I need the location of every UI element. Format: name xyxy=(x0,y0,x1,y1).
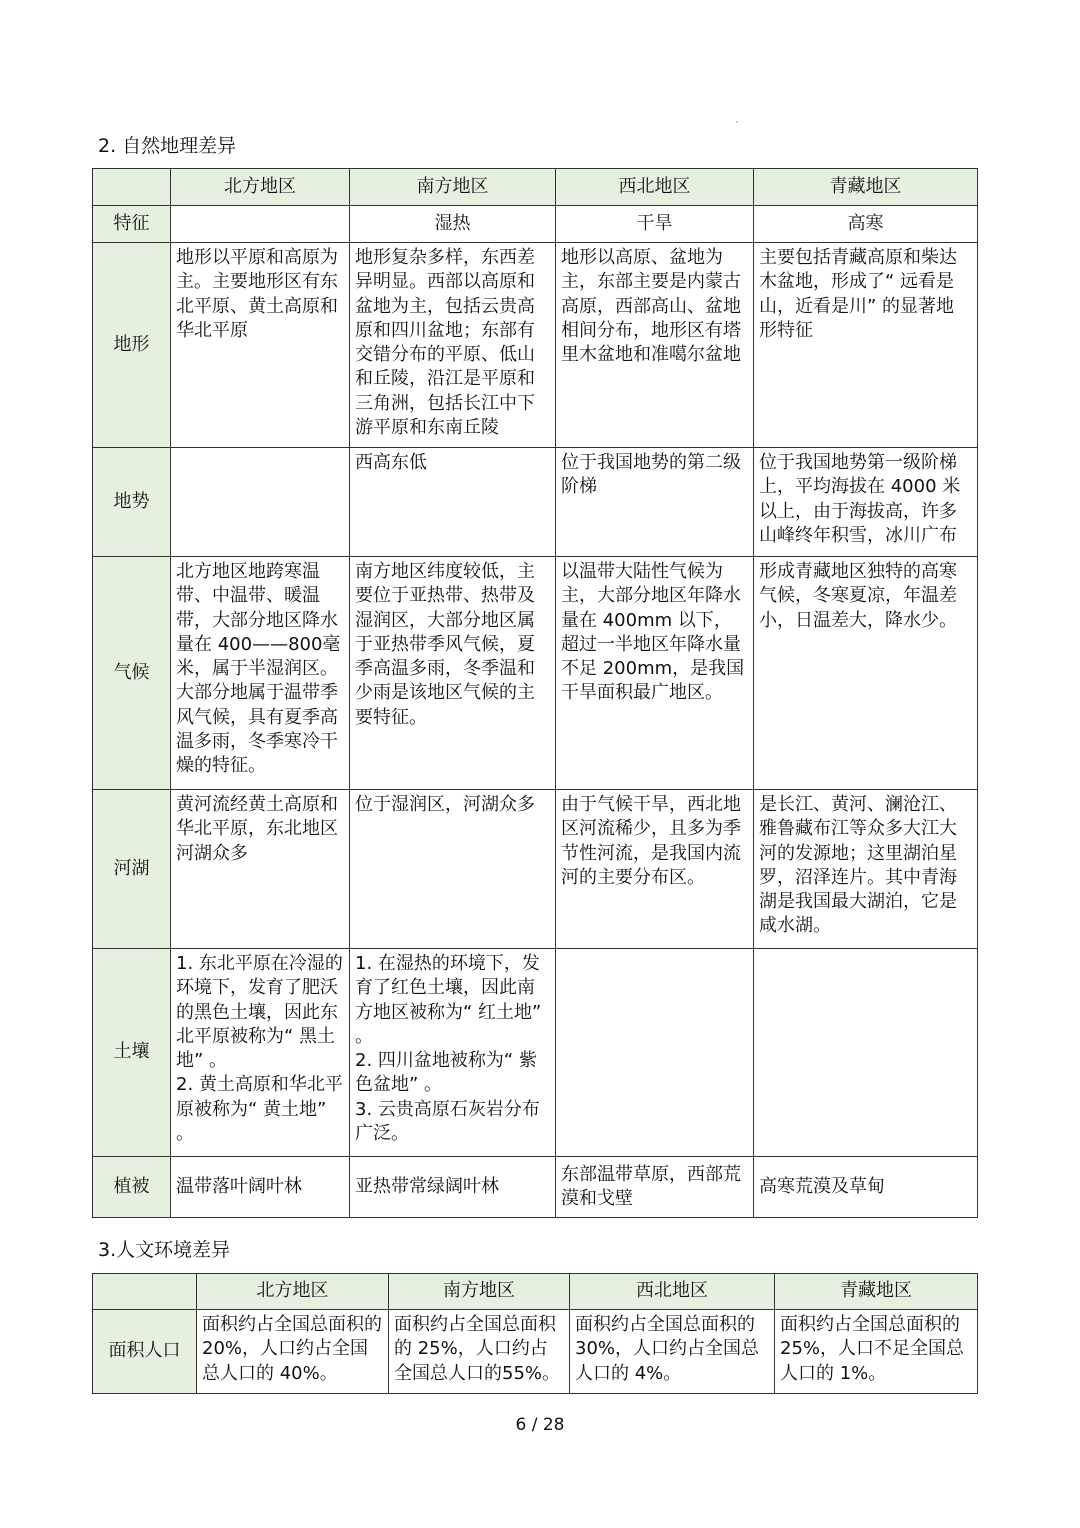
header-northwest: 西北地区 xyxy=(556,169,754,206)
row-label-rivers-lakes: 河湖 xyxy=(93,790,171,949)
elevation-qinghai-tibet: 位于我国地势第一级阶梯上，平均海拔在 4000 米以上，由于海拔高，许多山峰终年积雪，冰川广布 xyxy=(754,448,978,557)
header-corner-cell xyxy=(93,169,171,206)
elevation-south: 西高东低 xyxy=(350,448,556,557)
terrain-south: 地形复杂多样，东西差异明显。西部以高原和盆地为主，包括云贵高原和四川盆地；东部有交错分布的平原、低山和丘陵，沿江是平原和三角洲，包括长江中下游平原和东南丘陵 xyxy=(350,243,556,448)
climate-south: 南方地区纬度较低，主要位于亚热带、热带及湿润区，大部分地区属于亚热带季风气候，夏季高温多雨，冬季温和少雨是该地区气候的主要特征。 xyxy=(350,557,556,790)
soil-south xyxy=(350,949,556,1157)
row-label-terrain: 地形 xyxy=(93,243,171,448)
header-qinghai-tibet: 青藏地区 xyxy=(775,1274,978,1310)
rivers-qinghai-tibet: 是长江、黄河、澜沧江、雅鲁藏布江等众多大江大河的发源地；这里湖泊星罗，沼泽连片。其中青海湖是我国最大湖泊，它是咸水湖。 xyxy=(754,790,978,949)
terrain-qinghai-tibet: 主要包括青藏高原和柴达木盆地，形成了“ 远看是山，近看是川” 的显著地形特征 xyxy=(754,243,978,448)
area-population-north: 面积约占全国总面积的 20%，人口约占全国总人口的 40%。 xyxy=(197,1310,389,1394)
table-row-elevation xyxy=(93,448,978,557)
table-header-row xyxy=(93,169,978,206)
soil-northwest xyxy=(556,949,754,1157)
soil-south-point-3: 3. 云贵高原石灰岩分布广泛。 xyxy=(355,1098,540,1145)
page-number: 6 / 28 xyxy=(515,1415,565,1435)
natural-geography-table xyxy=(92,168,978,1218)
table-row-vegetation xyxy=(93,1157,978,1218)
row-label-soil: 土壤 xyxy=(93,949,171,1157)
vegetation-north: 温带落叶阔叶林 xyxy=(171,1157,350,1218)
feature-northwest: 干旱 xyxy=(556,206,754,243)
rivers-south: 位于湿润区，河湖众多 xyxy=(350,790,556,949)
row-label-area-population: 面积人口 xyxy=(93,1310,197,1394)
table-row-soil xyxy=(93,949,978,1157)
area-population-south: 面积约占全国总面积的 25%，人口约占全国总人口的55%。 xyxy=(389,1310,570,1394)
vegetation-qinghai-tibet: 高寒荒漠及草甸 xyxy=(754,1157,978,1218)
feature-qinghai-tibet: 高寒 xyxy=(754,206,978,243)
table-header-row xyxy=(93,1274,978,1310)
header-north: 北方地区 xyxy=(197,1274,389,1310)
header-northwest: 西北地区 xyxy=(570,1274,775,1310)
soil-south-point-2: 2. 四川盆地被称为“ 紫色盆地” 。 xyxy=(355,1050,537,1096)
climate-north: 北方地区地跨寒温带、中温带、暖温带，大部分地区降水量在 400——800毫米，属于半湿润区。大部分地属于温带季风气候，具有夏季高温多雨，冬季寒冷干燥的特征。 xyxy=(171,557,350,790)
header-north: 北方地区 xyxy=(171,169,350,206)
elevation-northwest: 位于我国地势的第二级阶梯 xyxy=(556,448,754,557)
soil-south-point-1: 1. 在湿热的环境下，发育了红色土壤，因此南方地区被称为“ 红土地” 。 xyxy=(355,953,542,1047)
row-label-climate: 气候 xyxy=(93,557,171,790)
soil-north-point-1: 1. 东北平原在冷湿的环境下，发育了肥沃的黑色土壤，因此东北平原被称为“ 黑土地” 。 xyxy=(176,953,343,1072)
area-population-qinghai-tibet: 面积约占全国总面积的 25%，人口不足全国总人口的 1%。 xyxy=(775,1310,978,1394)
elevation-north xyxy=(171,448,350,557)
header-south: 南方地区 xyxy=(350,169,556,206)
row-label-feature: 特征 xyxy=(93,206,171,243)
climate-qinghai-tibet: 形成青藏地区独特的高寒气候，冬寒夏凉，年温差小，日温差大，降水少。 xyxy=(754,557,978,790)
row-label-elevation: 地势 xyxy=(93,448,171,557)
feature-south: 湿热 xyxy=(350,206,556,243)
terrain-north: 地形以平原和高原为主。主要地形区有东北平原、黄土高原和华北平原 xyxy=(171,243,350,448)
climate-northwest: 以温带大陆性气候为主，大部分地区年降水量在 400mm 以下，超过一半地区年降水量不足 200mm，是我国干旱面积最广地区。 xyxy=(556,557,754,790)
section-title-human-environment: 3.人文环境差异 xyxy=(98,1239,231,1261)
scan-speck xyxy=(736,121,738,123)
soil-north xyxy=(171,949,350,1157)
feature-north xyxy=(171,206,350,243)
rivers-north: 黄河流经黄土高原和华北平原，东北地区河湖众多 xyxy=(171,790,350,949)
table-row-terrain xyxy=(93,243,978,448)
area-population-northwest: 面积约占全国总面积的 30%，人口约占全国总人口的 4%。 xyxy=(570,1310,775,1394)
table-row-rivers-lakes xyxy=(93,790,978,949)
soil-north-point-2: 2. 黄土高原和华北平原被称为“ 黄土地” 。 xyxy=(176,1074,343,1145)
section-title-natural-geography: 2. 自然地理差异 xyxy=(98,135,237,157)
soil-qinghai-tibet xyxy=(754,949,978,1157)
rivers-northwest: 由于气候干旱，西北地区河流稀少，且多为季节性河流，是我国内流河的主要分布区。 xyxy=(556,790,754,949)
vegetation-northwest: 东部温带草原，西部荒漠和戈壁 xyxy=(556,1157,754,1218)
human-environment-table xyxy=(92,1273,978,1394)
table-row-feature xyxy=(93,206,978,243)
vegetation-south: 亚热带常绿阔叶林 xyxy=(350,1157,556,1218)
header-qinghai-tibet: 青藏地区 xyxy=(754,169,978,206)
header-corner-cell xyxy=(93,1274,197,1310)
terrain-northwest: 地形以高原、盆地为主，东部主要是内蒙古高原，西部高山、盆地相间分布，地形区有塔里木盆地和准噶尔盆地 xyxy=(556,243,754,448)
row-label-vegetation: 植被 xyxy=(93,1157,171,1218)
table-row-area-population xyxy=(93,1310,978,1394)
table-row-climate xyxy=(93,557,978,790)
header-south: 南方地区 xyxy=(389,1274,570,1310)
